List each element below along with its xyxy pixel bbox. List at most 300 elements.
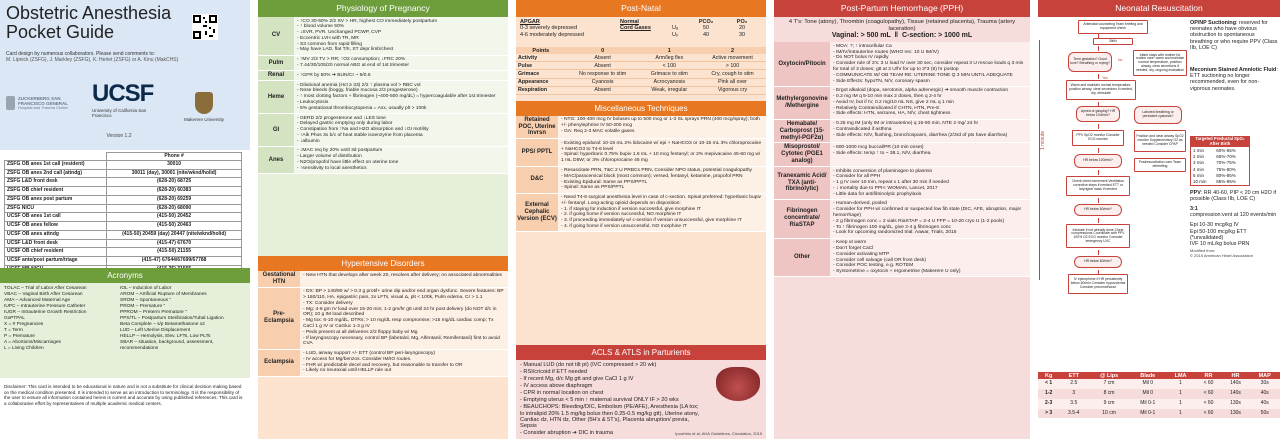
apgar-cell: Weak, irregular (651, 87, 688, 94)
phone-row (5, 169, 242, 178)
phone-location: UCSF OB anes attndg (5, 230, 107, 239)
row-content (294, 71, 508, 80)
row-content (300, 288, 508, 349)
phone-number: (628-20) 68725 (107, 178, 242, 187)
row-item: - Human-derived, pooled (833, 201, 887, 207)
spo2-value: 70%-75% (1216, 160, 1236, 166)
acronym-item: X = # Pregnancies (4, 322, 44, 328)
phone-header: Phone # (107, 153, 242, 161)
credit-line: Card design by numerous collaborators. Please send comments to: M. Lipnick (ZSFG), J. Markley (ZSFG), K. Herlet (ZSFG) or A. Kinu (MakCHS) (6, 51, 179, 63)
phone-row (5, 195, 242, 204)
phone-number: (415-47) 67670 (107, 239, 242, 248)
acls-title: ACLS & ATLS in Parturients (516, 345, 766, 360)
row-label: Heme (258, 81, 294, 113)
row-item: - Little data for antifibrinolytic prophylaxis (833, 191, 922, 197)
row-content (558, 167, 766, 193)
row-item: - Side effects: HTN, seizures, HA, N/V, chest tightness (833, 111, 951, 117)
row-item: - 1 g IV over 10 min, repeat x 1 after 30 min if needed (833, 180, 949, 186)
phone-row (5, 204, 242, 213)
acronym-item: AMA – Advanced Maternal Age (4, 298, 71, 304)
spo2-value: 75%-80% (1216, 166, 1236, 172)
spo2-row (1191, 178, 1250, 185)
row-item: - New HTN that develops after week 20, resolves after delivery; no associated abnormalities (303, 272, 502, 278)
kg-row (1038, 389, 1280, 399)
kg-cell: 2-3 (1045, 399, 1053, 406)
row-item: - ↑sensitivity to local anesthetics (297, 165, 367, 171)
phone-row (5, 213, 242, 222)
acronyms-right (120, 286, 244, 352)
apgar-cell: Activity (518, 54, 538, 61)
row-item: - Ergot alkaloid (dopa, serotonin, alpha adrenergic) ➔ smooth muscle contraction (833, 88, 1009, 94)
row-content (558, 116, 766, 139)
flow-step: Position and clear airway SpO2 monitor Supplementary O2 as needed Consider CPAP (1134, 130, 1186, 152)
row-label: Tranexamic Acid/ TXA (anti-fibrinolytic) (774, 167, 830, 199)
kg-cell: 8 cm (1103, 390, 1115, 397)
flow-arrow (1098, 198, 1099, 203)
flow-step: Intubate if not already done Chest compressions Coordinate with PPV 100% O2 ECG monitor Consider emergency UVC (1066, 224, 1130, 248)
row-label: Gestational HTN (258, 271, 300, 287)
apgar-header: 2 (699, 47, 766, 54)
flow-step: Postresuscitation care Team debriefing (1134, 158, 1186, 172)
acronyms-title: Acronyms (0, 268, 250, 283)
apgar-row (516, 62, 766, 70)
flow-arrow (1098, 34, 1099, 39)
flow-arrow (1098, 250, 1099, 255)
physiology-column (258, 0, 508, 439)
apgar-cell: Active movement (712, 54, 753, 61)
phone-number: (415-50) 20459 (day) 20447 (nite/wknd/holid) (107, 230, 242, 239)
apgar-table (516, 47, 766, 95)
row-item: - Resuscitate PRN, T&C 2 U PRBCs PRN, Consider NPO status, potential coagulopathy (561, 168, 752, 173)
apgar-cell: Cry, cough to stim (711, 70, 754, 77)
acls-item: - Manual LUD (do not tilt pt) (IVC compressed > 20 wk) (520, 362, 657, 368)
kg-row (1038, 399, 1280, 409)
kg-cell: 1 (1179, 390, 1182, 397)
row-label: Anes (258, 147, 294, 173)
table-row (258, 81, 508, 114)
flow-step: Check chest movement Ventilation corrective steps if needed ETT or laryngeal mask if needed (1066, 176, 1130, 196)
row-item: - Do NOT bolus IV rapidly (833, 55, 889, 61)
kg-header: LMA (1166, 372, 1196, 379)
flow-decision: HR below 60/min? (1074, 204, 1122, 216)
row-item: - Contraindicated if asthma (833, 127, 892, 133)
row-item: - ↑MV 2/2 TV > RR; ↑O2 consumption; ↓FRC 20% (297, 57, 406, 63)
apgar-cell: Respiration (518, 87, 548, 94)
row-item: - S3 common from rapid filling (297, 41, 362, 47)
row-content (830, 87, 1030, 119)
guide-title: Obstetric Anesthesia Pocket Guide (6, 3, 172, 42)
apgar-cell: Pulse (518, 62, 533, 69)
acronym-item: P = Premature (4, 334, 35, 340)
row-item: - Inhibits conversion of plaminogen to plasmin (833, 168, 933, 174)
acronym-item: SROM – Spontaneous " (120, 298, 172, 304)
table-row (774, 143, 1030, 167)
kg-cell: > 3 (1045, 409, 1053, 416)
kg-cell: 3 (1072, 390, 1076, 397)
row-item: - Consider POC testing, e.g. ROTEM (833, 263, 914, 269)
phone-number: (415-50) 20463 (107, 222, 242, 231)
kg-header: RR (1196, 372, 1222, 379)
row-item: - Likely no neuraxial until HELLP rule out (303, 368, 392, 374)
kg-cell: < 1 (1045, 380, 1053, 387)
row-label: D&C (516, 167, 558, 193)
row-content (294, 114, 508, 146)
acronym-item: A = Abortions/Miscarriages (4, 340, 61, 346)
row-item: - Larger volume of distribution (297, 154, 362, 160)
neonatal-notes: OP/NP Suctioning: reserved for neonates who have obvious obstruction to spontaneous breathing or who require PPV (Class IIb, LOE C) Meconium Stained Amniotic Fluid: ETT suctioning no longer recommended, even for non-vigorous neonates. Targeted Preductal SpO₂ After Birth 1 min 60%-65% 2 min 65%-70% 3 min 70%-75% 4 min 75%-80% 5 min 80%-85% 10 min 85%-95% PPV: RR 40-60, PIP < 20 cm H2O if possible (Class IIb, LOE C) 3:1 compression:vent at 120 events/min Epi 10-30 mcg/kg IV Epi 50-100 mcg/kg ETT (*unvalidated) IVF 10 mL/kg bolus PRN Modified from: © 2015 American Heart Association (1190, 20, 1278, 258)
misc-title: Miscellaneous Techniques (516, 101, 766, 116)
table-row (774, 87, 1030, 120)
spo2-value: 65%-70% (1216, 154, 1236, 160)
kg-cell: 130s (1230, 409, 1241, 416)
qr-code-icon (192, 14, 218, 40)
kg-cell: < 60 (1203, 409, 1214, 416)
row-item: - Spinal: Same as PPS/PPTL (561, 185, 625, 191)
flow-step: PPV SpO2 monitor Consider ECG monitor (1072, 130, 1124, 146)
acronym-item: VBAC – Vaginal Birth After Cesarean (4, 292, 83, 298)
row-label: Other (774, 239, 830, 277)
phone-number: (628-20) 60383 (107, 187, 242, 196)
apgar-cell: Grimace (518, 70, 540, 77)
row-label: Fibrinogen concentrate/ RiaSTAP (774, 200, 830, 238)
row-label: Oxytocin/Pitocin (774, 42, 830, 85)
kg-cell: 3.5-4 (1068, 409, 1080, 416)
kg-cell: Mil 0-1 (1140, 409, 1156, 416)
flow-decision: Apnea or gasping? HR below 100/min? (1076, 106, 1120, 122)
pph-column (774, 0, 1030, 439)
apgar-cell: < 100 (662, 62, 676, 69)
apgar-block: APGAR 0-3 severely depressed 4-6 moderately depressed Normal PCO₂ PO₂ Cord Gases Uₐ 50 20 Uᵥ 40 30 (516, 17, 766, 47)
row-item: - DX: BP > 140/90 w/ > 0.3 g prot/l+ urine dip and/or end organ dysfunc. Severe features: BP > 160/110, HA, epigastric pain, 2x LFTs, visual Δ, plt < 100k, Pulm edema, Cr > 1.1 (303, 289, 504, 301)
table-row (516, 194, 766, 233)
makerere-logo: Makerere University (178, 92, 230, 122)
phone-location: UCSF L&D front desk (5, 239, 107, 248)
acronym-item: PPROM – Preterm Premature " (120, 310, 187, 316)
row-item: - Constipation from ↑Na and H2O absorption and ↓GI motility (297, 127, 429, 133)
apgar-row (516, 86, 766, 94)
apgar-cell: Vigorous cry (717, 87, 748, 94)
row-item: - LUD, airway support +/- ETT (control BP peri-laryngoscopy) (303, 351, 436, 357)
row-item: - Consider for all PPH (833, 174, 881, 180)
phone-row (5, 160, 242, 169)
spo2-value: 60%-65% (1216, 147, 1236, 153)
row-item: - ↓ mortality due to PPH: WOMAN, Lancet, 2017 (833, 185, 938, 191)
flow-arrow (1098, 148, 1099, 153)
row-item: - IV access for Mg/benzos. Consider IM/IO routes. (303, 356, 412, 362)
row-item: - ↑Alk Phos 3x b/c of heat stable isoenzyme from placenta (297, 132, 423, 138)
phone-number: (415-50) 20452 (107, 213, 242, 222)
acronym-item: IUGR – Intrauterine Growth Restriction (4, 310, 87, 316)
row-item: - Consider cell salvage (call OR front desk) (833, 257, 926, 263)
guide-header (0, 0, 250, 150)
acronym-item: AROM – Artificial Rupture of Membranes (120, 292, 207, 298)
row-item: - Eccentric LVH with TR, MR (297, 35, 359, 41)
row-item: - NTG: 100-400 mcg IV boluses up to 500 mcg or 1-3 SL sprays PRN (400 mcg/spray); both +/- phenylephrine IV 50-200 mcg (561, 117, 760, 128)
phone-location: UCSF OB chief resident (5, 248, 107, 257)
neonatal-size-table (1038, 372, 1280, 418)
row-content (300, 271, 508, 287)
acronym-item: TOLAC – Trial of Labor After Cesarean (4, 286, 87, 291)
acronym-item: IUPC – Intrauterine Pressure Catheter (4, 304, 86, 310)
row-item: - ↓SVR, PVR. Unchanged PCWP, CVP (297, 30, 382, 36)
row-item: - 4. if going home if version unsuccessful, NO morphine IT (561, 224, 687, 230)
spo2-time: 5 min (1193, 172, 1205, 178)
kg-cell: < 60 (1203, 380, 1214, 387)
table-row (774, 200, 1030, 239)
row-item: - Mg: 4-6 gm IV load over 15-20 min; 1-2 gm/hr gtt until 24 hr post delivery (do NOT d/c in OR); 10 g IM load described (303, 306, 497, 318)
table-row (258, 71, 508, 81)
apgar-cell: No response to stim (579, 70, 627, 77)
kg-header: @ Lips (1088, 372, 1130, 379)
row-content (300, 350, 508, 376)
row-item: - Delayed gastric emptying only during labor (297, 121, 393, 127)
row-item: - 5% gestational thrombocytopenia = Asx, usually plt > 100k (297, 105, 427, 111)
row-label: Methylergonovine /Methergine (774, 87, 830, 119)
row-item: - Side effects: temp ↑ to ~ 38.1, N/V, diarrhea (833, 150, 931, 156)
acls-item: - If recent Mg, d/c Mg gtt and give CaCl 1 g IV (520, 376, 634, 383)
row-content (830, 167, 1030, 199)
acls-section: ACLS & ATLS in Parturients - Manual LUD (do not tilt pt) (IVC compressed > 20 wk) - RSI/cricoid if ETT needed - If recent Mg, d/c Mg gtt and give CaCl 1 g IV - IV access above diaphragm - CPR in normal location on chest - Emptying uterus < 5 min ↑ maternal survival ONLY IF > 20 wks - BEAUCHOPS: Bleeding/DIC, Embolism (PE/AFE), Anesthesia (LA tox; lo intralipid 20% 1.5 mg/kg bolus then 0.25-0.5 mg/kg gtt), Uterine atony, Cardiac dz, HTN dz, Other (5H's & 5T's), Placenta abruption/ previa, Sepsis - Consider abruption ➔ DIC in trauma Ipcwhhio et al, AHA Guidelines, Circulation, 2015 (516, 345, 766, 439)
row-item: - 1. if staying for induction if version successful, give morphine IT (561, 206, 701, 212)
pph-intro: 4 T's: Tone (atony), Thrombin (coagulopathy), Tissue (retained placenta), Trauma (artery laceration) Vaginal: > 500 mL ‖ C-section: > 1000 mL (774, 17, 1030, 42)
acronym-item: SBAR – situation, background, assessment, recommendations (120, 340, 214, 351)
acls-item: - BEAUCHOPS: Bleeding/DIC, Embolism (PE/AFE), Anesthesia (LA tox; lo intralipid 20% 1.5 mg/kg bolus then 0.25-0.5 mg/kg gtt), Uterine atony, Cardiac dz, HTN dz, Other (5H's & 5T's), Placenta abruption/ previa, Sepsis (520, 404, 699, 430)
ucsf-logo: UCSF University of California San Francisco (92, 80, 154, 118)
apgar-header: Points (516, 47, 566, 54)
row-item: - ↓MAC req by 20% until 3d postpartum (297, 148, 383, 154)
minute-marker: 1 minute (1039, 40, 1047, 280)
acronym-item: PPS/TL – Postpartum Sterilization/Tubal Ligation (120, 316, 224, 322)
row-item: - Don't forget CaCl (833, 245, 874, 251)
flow-step: Warm and maintain normal temperature, position airway, clear secretions if needed, dry, stimulate (1066, 80, 1136, 100)
row-item: - ↑ most clotting factors + fibrinogen (~400-500 mg/dL) = hypercoagulable after 1st trimester (297, 94, 496, 100)
kg-cell: 30s (1260, 380, 1269, 387)
neonatal-flowchart (1048, 18, 1188, 318)
guide-column (0, 0, 250, 439)
row-item: - To ↑ fibrinogen 100 mg/dL, give 2-4 g fibrinogen conc (833, 224, 951, 230)
row-item: - Side effects: N/V, flushing, bronchospasm, diarrhea (2/3rd of pts have diarrhea) (833, 132, 1008, 138)
flow-decision: HR below 60/min? (1074, 256, 1122, 268)
row-item: - 0.25 mg IM (only IM or intrauterine) q 15-90 min, NTE 2 mg/ 24 hr (833, 121, 979, 127)
kg-cell: Mil 0 (1142, 390, 1154, 397)
row-item: - COMMUNICATE W/ OB TEAM RE: UTERINE TONE Q 3 MIN UNTIL ADEQUATE (833, 72, 1013, 78)
apgar-cell: Absent (594, 87, 611, 94)
phone-row (5, 178, 242, 187)
acronym-item: GxPTPAL (4, 316, 25, 322)
row-label: CV (258, 17, 294, 55)
row-item: - Keep ut warm (833, 240, 867, 246)
spo2-value: 85%-95% (1216, 178, 1236, 184)
flow-step: IV epinephrine If HR persistently below 60/min Consider hypovolemia Consider pneumothorax (1068, 274, 1128, 294)
row-item: - Need T4-6 surgical anesthesia level in case of c-section. Spinal preferred: hyperbaric bupiv +/- fentanyl. Long-acting opioid depends on disposition: (561, 195, 761, 206)
table-row (258, 271, 508, 288)
kg-header: ETT (1059, 372, 1088, 379)
phone-number: 30010 (107, 160, 242, 169)
table-row (516, 139, 766, 166)
kg-cell: 9 cm (1103, 399, 1115, 406)
phone-number: (628-20) 68090 (107, 204, 242, 213)
row-label: Pre-Eclampsia (258, 288, 300, 349)
table-row (258, 114, 508, 147)
table-row (516, 167, 766, 194)
crest-icon (195, 92, 213, 114)
row-item: - ↓albumin (297, 138, 320, 144)
kg-header: HR (1222, 372, 1250, 379)
apgar-row (516, 78, 766, 86)
phone-location: ZSFG OB anes 1st call (resident) (5, 160, 107, 169)
zuckerberg-logo: ZUCKERBERG SAN FRANCISCO GENERAL Hospital and Trauma Center (6, 96, 78, 111)
row-item: - Dilutional anemia (Hct ≥ 33) 2/2 ↑ plasma vol > RBC vol (297, 82, 421, 88)
apgar-row (516, 70, 766, 78)
row-content (830, 42, 1030, 85)
acls-item: - CPR in normal location on chest (520, 390, 604, 397)
kg-cell: 50s (1260, 409, 1269, 416)
kg-row (1038, 409, 1280, 419)
row-label: Hemabate/ Carboprost (15-methyl-PGF2α) (774, 120, 830, 143)
kg-cell: Mil 0 (1142, 380, 1154, 387)
row-item: - 0.2 mg IM q 5-10 min max 2 doses, then q 2-4 hr (833, 94, 942, 100)
flow-arrow (1098, 270, 1099, 275)
kg-cell: 1 (1179, 380, 1182, 387)
phone-location: UCSF ante/post partum/triage (5, 257, 107, 266)
postnatal-column (516, 0, 766, 439)
flow-decision: Labored breathing or persistent cyanosis? (1134, 106, 1182, 124)
row-item: - May have LAD, flat T/II, ST depr limb/chest (297, 47, 394, 53)
apgar-cell: Arm/leg flex (655, 54, 684, 61)
acronym-item: HELLP – Hemolysis, Elev. LFTs, Low PLTs (120, 334, 211, 340)
pph-table (774, 42, 1030, 277)
flow-arrow (1098, 74, 1099, 79)
flow-no-label: No (1118, 58, 1123, 62)
kg-cell: 1-2 (1045, 390, 1053, 397)
flow-decision: Term gestation? Good tone? Breathing or crying? (1068, 52, 1112, 72)
hypertensive-title: Hypertensive Disorders (258, 256, 508, 271)
row-label: Eclampsia (258, 350, 300, 376)
kg-header: Blade (1130, 372, 1166, 379)
kg-cell: 40s (1260, 390, 1269, 397)
phone-location: UCSF OB anes 1st call (5, 213, 107, 222)
kg-row (1038, 379, 1280, 389)
row-label: Renal (258, 71, 294, 80)
row-content (830, 143, 1030, 166)
phone-row (5, 187, 242, 196)
row-item: - Look for upcoming randomized trial: Aawar, Trials, 2015 (833, 230, 957, 236)
row-item: - MOA: ?; ↑ intracellular Ca (833, 43, 892, 49)
acronym-item: T = Term (4, 328, 23, 334)
row-content (830, 239, 1030, 277)
phone-row (5, 222, 242, 231)
apgar-cell: Cyanosis (591, 79, 614, 86)
acls-item: - RSI/cricoid if ETT needed (520, 369, 588, 376)
row-item: - ↑CO 30-50% 2/2 SV > HR, highest CO immediately postpartum (297, 18, 438, 24)
row-item: - Leukocytosis (297, 99, 329, 105)
kg-cell: 130s (1230, 399, 1241, 406)
phone-number: (415-47) 67644/67699/67788 (107, 257, 242, 266)
row-content (558, 194, 766, 232)
acls-list (516, 360, 706, 439)
disclaimer: Disclaimer: This card is intended to be educational in nature and is not a substitute for clinical decision making based on the medical condition presented. It is intended to serve as an introduction to terminology. It is the responsibility of the user to ensure all information contained herein is current and accurate by using published references. This card is a collaborative effort by representatives of multiple academic medical centers. (4, 384, 243, 406)
flow-arrow (1098, 124, 1099, 129)
phone-row (5, 248, 242, 257)
row-label: PPS/ PPTL (516, 139, 558, 165)
phone-row (5, 257, 242, 266)
spo2-time: 3 min (1193, 160, 1205, 166)
row-item: - ↑ blood volume 50% (297, 24, 345, 30)
row-item: - Consider rule of 3's: 3 U load IV over 30 sec, consider repeat 3 U rescue loads q 3 min for total of 3 doses; gtt at 3 U/hr for up to 3*3 (9) hr postop (833, 61, 1024, 72)
physiology-table (258, 17, 508, 174)
row-label: External Cephalic Version (ECV) (516, 194, 558, 232)
kg-header: Kg (1038, 372, 1059, 379)
phone-location: ZSFG OB anes post partum (5, 195, 107, 204)
row-item: - Side Effects: hypoTN, N/V, coronary spasm (833, 78, 930, 84)
row-item: - ↑GFR by 50% ➔ BUN/Cr ~ 9/0.6 (297, 72, 371, 78)
row-label: Retained POC, Uterine Invrsn (516, 116, 558, 139)
phone-location: ZSFG OB chief resident (5, 187, 107, 196)
hypertensive-table (258, 271, 508, 377)
acronym-item: LUD – Left Uterine Displacement (120, 328, 191, 334)
table-row (258, 288, 508, 350)
apgar-header: 0 (566, 47, 640, 54)
apgar-header: 1 (640, 47, 699, 54)
spo2-value: 80%-85% (1216, 172, 1236, 178)
row-item: - Peds present at all deliveries 2/2 floppy baby w/ Mg (303, 329, 418, 335)
apgar-cell: > 100 (725, 62, 740, 69)
row-content (294, 17, 508, 55)
kg-cell: 7 cm (1103, 380, 1115, 387)
table-row (516, 116, 766, 140)
kg-header-row (1038, 372, 1280, 379)
physiology-title: Physiology of Pregnancy (258, 0, 508, 17)
phone-row (5, 230, 242, 239)
neonatal-column (1038, 0, 1280, 439)
flow-arrow (1098, 170, 1099, 175)
phone-table (4, 152, 242, 275)
acronym-item: IOL – Induction of Labor (120, 286, 172, 291)
row-item: - Existing Epidural: Same as PPS/PPTL (561, 179, 648, 185)
flow-yes-label: Yes (1102, 76, 1108, 80)
acronym-item: PROM – Premature " (120, 304, 166, 310)
row-content (294, 81, 508, 113)
row-item: - Nose bleeds (boggy, friable mucosa 2/2 progesterone) (297, 88, 418, 94)
table-row (774, 120, 1030, 144)
row-item: - If laryngoscopy necessary, control BP (labetalol, Mg, Alfentanil, Remifentanil) first to avoid CVA (303, 335, 500, 347)
kg-cell: 40s (1260, 399, 1269, 406)
version-label: Version 1.2 (106, 133, 132, 139)
row-label: GI (258, 114, 294, 146)
apgar-cell: Acrocyanosis (653, 79, 686, 86)
flow-arrow (1098, 46, 1099, 51)
uterus-illustration-icon (716, 367, 760, 401)
row-label: Pulm (258, 56, 294, 71)
row-item: - Existing epidural: 10-15 mL 2% lidocaine w/ epi + NaHCO3 or 10-15 mL 3% chloroprocaine + NaHCO3 to T4-6 level (561, 140, 762, 152)
row-item: - IM/IV/intrauterine routes (WHO rec: 10 U IM/IV) (833, 49, 939, 55)
apgar-cell: Pink all over (718, 79, 747, 86)
flow-arrow (1098, 102, 1099, 107)
row-item: - 3. if proceeding immediately w/ c-section if version unsuccessful, give morphine IT (561, 218, 742, 224)
kg-cell: 140s (1230, 390, 1241, 397)
flow-arrow (1098, 218, 1099, 223)
row-label: Misoprostol/ Cytotec (PGE1 analog) (774, 143, 830, 166)
table-row (774, 42, 1030, 86)
spo2-time: 4 min (1193, 166, 1205, 172)
acls-item: - Emptying uterus < 5 min ↑ maternal survival ONLY IF > 20 wks (520, 397, 679, 404)
phone-location: ZSFG NICU (5, 204, 107, 213)
row-content (830, 120, 1030, 143)
phone-location: UCSF OB anes fellow (5, 222, 107, 231)
acronym-item: L = Living Children (4, 346, 44, 352)
acls-item: - IV access above diaphragm (520, 383, 593, 390)
row-item: - 7.44/30/105/20 normal ABG at end of 1st trimester (297, 62, 410, 68)
